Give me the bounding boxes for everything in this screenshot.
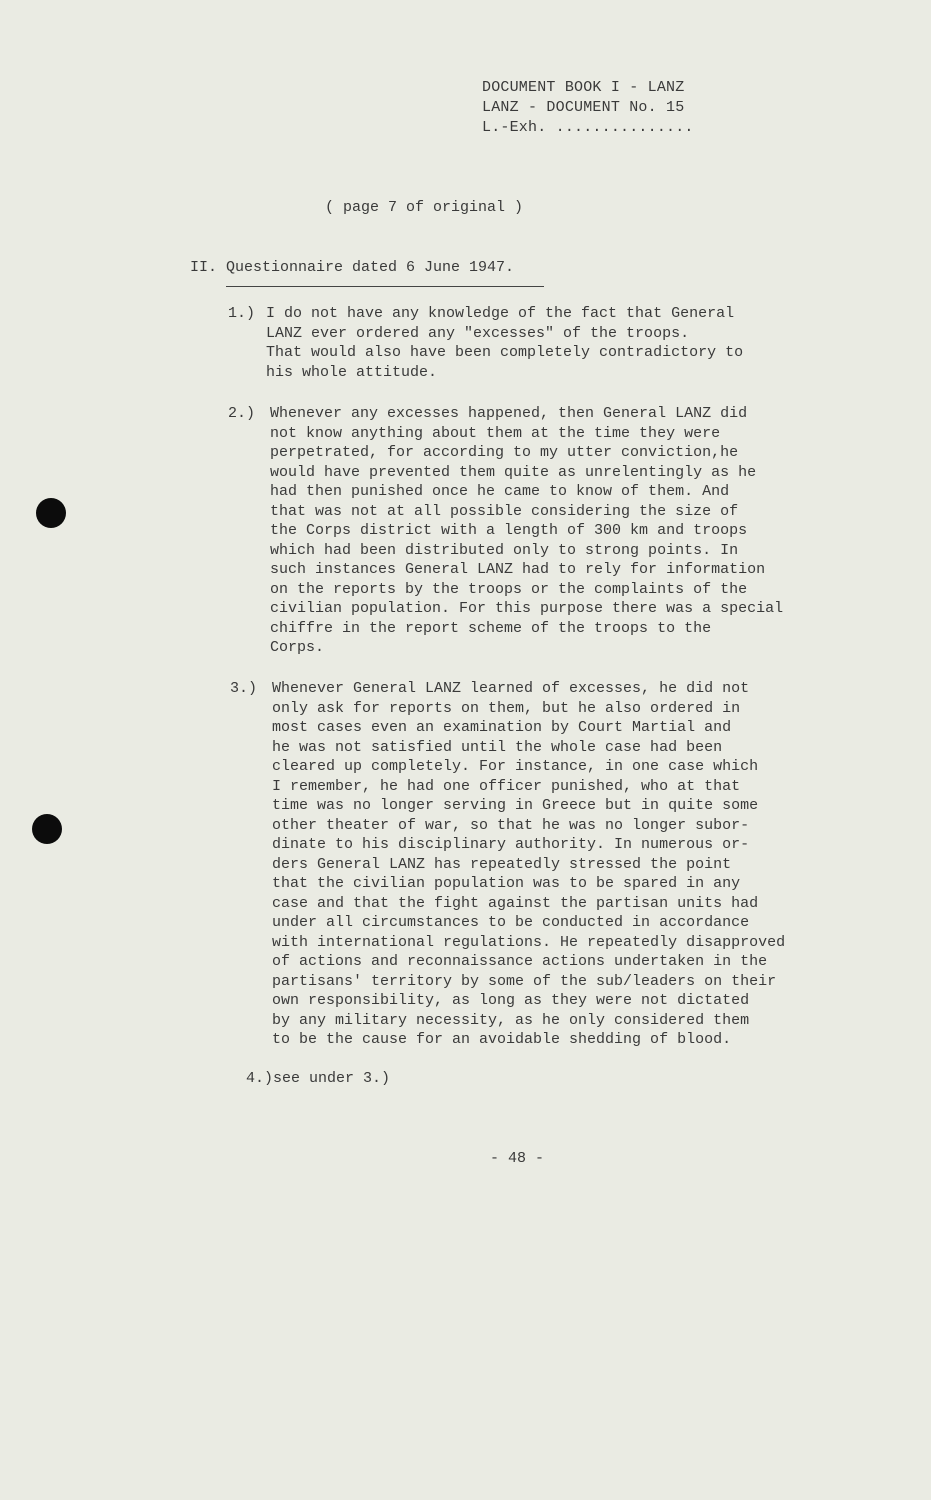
page-number: - 48 - [490, 1150, 545, 1167]
header-line-exhibit: L.-Exh. ............... [482, 119, 694, 136]
punch-hole-bottom [32, 814, 62, 844]
paragraph-line: case and that the fight against the partisan units had [272, 894, 759, 912]
paragraph-line: I remember, he had one officer punished, who at that [272, 777, 741, 795]
paragraph-line: with international regulations. He repeatedly disapproved [272, 933, 786, 951]
paragraph-line: Whenever any excesses happened, then General LANZ did [270, 405, 748, 422]
paragraph-line: other theater of war, so that he was no longer subor- [272, 816, 750, 834]
paragraph-line: on the reports by the troops or the complaints of the [270, 580, 748, 598]
paragraph-line: dinate to his disciplinary authority. In numerous or- [272, 836, 750, 853]
paragraph-line: of actions and reconnaissance actions undertaken in the [272, 953, 768, 970]
paragraph-line: most cases even an examination by Court Martial and [272, 719, 732, 736]
paragraph-line: the Corps district with a length of 300 km and troops [270, 522, 748, 539]
section-title: II. Questionnaire dated 6 June 1947. [190, 259, 515, 276]
paragraph-line: which had been distributed only to strong points. In [270, 541, 739, 559]
section-title-underline [226, 286, 544, 287]
paragraph-line: that the civilian population was to be spared in any [272, 875, 741, 892]
paragraph-body [266, 304, 743, 382]
paragraph-line: chiffre in the report scheme of the troops to the [270, 619, 712, 637]
paragraph-line: partisans' territory by some of the sub/leaders on their [272, 972, 777, 990]
paragraph-line: would have prevented them quite as unrelentingly as he [270, 463, 757, 481]
paragraph-line: Whenever General LANZ learned of excesses, he did not [272, 680, 750, 697]
paragraph-number: 3.) [230, 680, 258, 697]
paragraph-line: such instances General LANZ had to rely for information [270, 561, 766, 578]
document-header [482, 78, 694, 138]
paragraph-line: own responsibility, as long as they were not dictated [272, 992, 750, 1009]
paragraph-line: LANZ ever ordered any "excesses" of the troops. [266, 324, 690, 342]
paragraph-line: cleared up completely. For instance, in one case which [272, 758, 759, 775]
paragraph-line: he was not satisfied until the whole case had been [272, 738, 723, 756]
paragraph-line: only ask for reports on them, but he also ordered in [272, 699, 741, 717]
paragraph-line: had then punished once he came to know of them. And [270, 483, 730, 500]
paragraph-line: Corps. [270, 639, 325, 656]
paragraph-line: to be the cause for an avoidable shedding of blood. [272, 1031, 732, 1048]
paragraph-number: 1.) [228, 305, 256, 322]
paragraph-number: 2.) [228, 405, 256, 422]
paragraph-line: by any military necessity, as he only considered them [272, 1011, 750, 1029]
original-page-note: ( page 7 of original ) [325, 199, 524, 216]
header-line-book: DOCUMENT BOOK I - LANZ [482, 79, 685, 96]
paragraph-line: time was no longer serving in Greece but in quite some [272, 797, 759, 814]
paragraph-line: I do not have any knowledge of the fact that General [266, 305, 735, 322]
paragraph-line: ders General LANZ has repeatedly stressed the point [272, 855, 732, 873]
paragraph-4: 4.)see under 3.) [246, 1070, 391, 1087]
header-line-document-number: LANZ - DOCUMENT No. 15 [482, 99, 685, 116]
paragraph-line: his whole attitude. [266, 363, 438, 381]
punch-hole-top [36, 498, 66, 528]
paragraph-body [272, 679, 785, 1050]
paragraph-line: under all circumstances to be conducted in accordance [272, 914, 750, 931]
paragraph-line: civilian population. For this purpose there was a special [270, 600, 784, 617]
paragraph-body [270, 404, 783, 658]
paragraph-line: perpetrated, for according to my utter conviction,he [270, 444, 739, 461]
paragraph-line: that was not at all possible considering the size of [270, 502, 739, 520]
paragraph-line: That would also have been completely contradictory to [266, 344, 744, 361]
paragraph-line: not know anything about them at the time they were [270, 424, 721, 442]
